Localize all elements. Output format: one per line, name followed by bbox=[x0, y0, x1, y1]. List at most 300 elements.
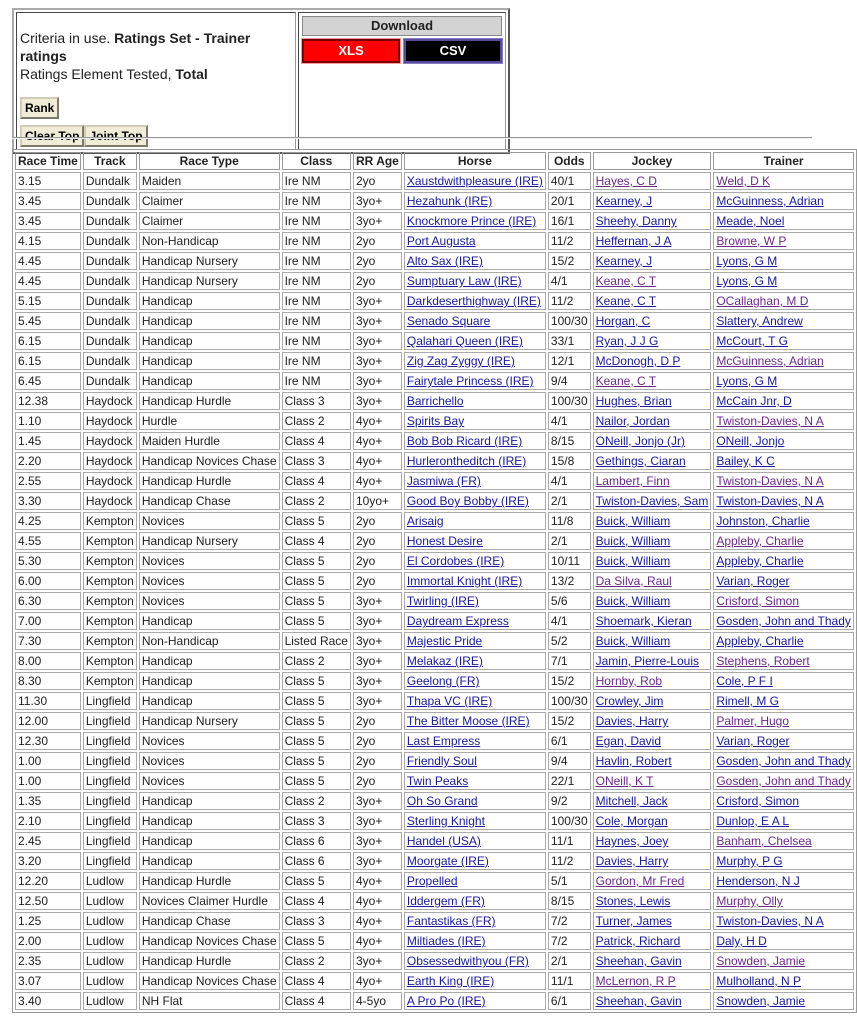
jockey-link[interactable]: Patrick, Richard bbox=[595, 934, 681, 948]
cell-race-type: Handicap Hurdle bbox=[139, 952, 280, 970]
trainer-link[interactable]: Palmer, Hugo bbox=[716, 714, 790, 728]
horse-link[interactable]: Xaustdwithpleasure (IRE) bbox=[406, 174, 543, 188]
cell-horse bbox=[404, 592, 546, 610]
joint-top-button[interactable]: Joint Top bbox=[84, 125, 147, 147]
cell-race-type: Non-Handicap bbox=[139, 232, 280, 250]
cell-class: Class 5 bbox=[282, 612, 351, 630]
cell-odds: 4/1 bbox=[548, 412, 591, 430]
cell-rr-age: 3yo+ bbox=[353, 352, 402, 370]
cell-horse bbox=[404, 192, 546, 210]
table-row bbox=[15, 692, 854, 710]
jockey-link[interactable]: Horgan, C bbox=[595, 314, 651, 328]
cell-track: Lingfield bbox=[83, 812, 137, 830]
trainer-link[interactable]: Lyons, G M bbox=[716, 374, 778, 388]
cell-horse bbox=[404, 832, 546, 850]
horse-link[interactable]: Friendly Soul bbox=[406, 754, 477, 768]
cell-jockey bbox=[593, 552, 712, 570]
horse-link[interactable]: Knockmore Prince (IRE) bbox=[406, 214, 537, 228]
cell-class: Ire NM bbox=[282, 172, 351, 190]
trainer-link[interactable]: Bailey, K C bbox=[716, 454, 775, 468]
trainer-link[interactable]: Twiston-Davies, N A bbox=[716, 494, 824, 508]
horse-link[interactable]: Miltiades (IRE) bbox=[406, 934, 486, 948]
cell-jockey bbox=[593, 752, 712, 770]
csv-download-button[interactable]: CSV bbox=[404, 39, 502, 63]
jockey-link[interactable]: Keane, C T bbox=[595, 374, 657, 388]
cell-trainer bbox=[713, 532, 854, 550]
cell-class: Class 5 bbox=[282, 732, 351, 750]
cell-jockey bbox=[593, 352, 712, 370]
cell-track: Ludlow bbox=[83, 872, 137, 890]
horse-link[interactable]: Twirling (IRE) bbox=[406, 594, 479, 608]
cell-trainer bbox=[713, 672, 854, 690]
cell-track: Kempton bbox=[83, 672, 137, 690]
table-row bbox=[15, 372, 854, 390]
horse-link[interactable]: Darkdeserthighway (IRE) bbox=[406, 294, 541, 308]
jockey-link[interactable]: Gordon, Mr Fred bbox=[595, 874, 685, 888]
column-header-race-type: Race Type bbox=[139, 152, 280, 170]
horse-link[interactable]: El Cordobes (IRE) bbox=[406, 554, 505, 568]
cell-track: Kempton bbox=[83, 632, 137, 650]
jockey-link[interactable]: Buick, William bbox=[595, 534, 671, 548]
cell-trainer bbox=[713, 272, 854, 290]
cell-race-time: 2.20 bbox=[15, 452, 81, 470]
cell-rr-age: 4yo+ bbox=[353, 412, 402, 430]
horse-link[interactable]: Sterling Knight bbox=[406, 814, 485, 828]
cell-track: Ludlow bbox=[83, 932, 137, 950]
cell-track: Dundalk bbox=[83, 212, 137, 230]
horse-link[interactable]: Hezahunk (IRE) bbox=[406, 194, 493, 208]
horse-link[interactable]: A Pro Po (IRE) bbox=[406, 994, 486, 1008]
table-row bbox=[15, 312, 854, 330]
horse-link[interactable]: Handel (USA) bbox=[406, 834, 481, 848]
cell-race-time: 3.30 bbox=[15, 492, 81, 510]
cell-track: Haydock bbox=[83, 472, 137, 490]
race-table bbox=[12, 149, 857, 1013]
horse-link[interactable]: Alto Sax (IRE) bbox=[406, 254, 483, 268]
horse-link[interactable]: Sumptuary Law (IRE) bbox=[406, 274, 522, 288]
cell-odds: 33/1 bbox=[548, 332, 591, 350]
cell-race-time: 6.45 bbox=[15, 372, 81, 390]
cell-trainer bbox=[713, 812, 854, 830]
cell-horse bbox=[404, 752, 546, 770]
horse-link[interactable]: Daydream Express bbox=[406, 614, 509, 628]
cell-odds: 15/8 bbox=[548, 452, 591, 470]
clear-top-button[interactable]: Clear Top bbox=[20, 125, 84, 147]
jockey-link[interactable]: ONeill, K T bbox=[595, 774, 654, 788]
cell-jockey bbox=[593, 652, 712, 670]
column-header-track: Track bbox=[83, 152, 137, 170]
cell-class: Ire NM bbox=[282, 292, 351, 310]
cell-rr-age: 3yo+ bbox=[353, 212, 402, 230]
xls-download-button[interactable]: XLS bbox=[302, 39, 400, 63]
trainer-link[interactable]: Weld, D K bbox=[716, 174, 771, 188]
cell-race-type: Handicap bbox=[139, 832, 280, 850]
cell-trainer bbox=[713, 952, 854, 970]
jockey-link[interactable]: Buick, William bbox=[595, 594, 671, 608]
cell-race-type: Handicap Nursery bbox=[139, 252, 280, 270]
cell-race-time: 12.20 bbox=[15, 872, 81, 890]
cell-rr-age: 2yo bbox=[353, 752, 402, 770]
cell-class: Class 5 bbox=[282, 712, 351, 730]
cell-track: Lingfield bbox=[83, 732, 137, 750]
horse-link[interactable]: Barrichello bbox=[406, 394, 464, 408]
cell-race-time: 4.15 bbox=[15, 232, 81, 250]
trainer-link[interactable]: McCourt, T G bbox=[716, 334, 788, 348]
cell-track: Dundalk bbox=[83, 192, 137, 210]
jockey-link[interactable]: Keane, C T bbox=[595, 274, 657, 288]
cell-track: Dundalk bbox=[83, 272, 137, 290]
cell-race-type: Hurdle bbox=[139, 412, 280, 430]
cell-race-time: 1.25 bbox=[15, 912, 81, 930]
trainer-link[interactable]: Gosden, John and Thady bbox=[716, 754, 851, 768]
jockey-link[interactable]: Heffernan, J A bbox=[595, 234, 672, 248]
cell-rr-age: 2yo bbox=[353, 732, 402, 750]
horse-link[interactable]: Bob Bob Ricard (IRE) bbox=[406, 434, 523, 448]
horse-link[interactable]: Propelled bbox=[406, 874, 458, 888]
jockey-link[interactable]: Havlin, Robert bbox=[595, 754, 672, 768]
column-header-race-time: Race Time bbox=[15, 152, 81, 170]
cell-track: Kempton bbox=[83, 552, 137, 570]
cell-class: Class 2 bbox=[282, 952, 351, 970]
trainer-link[interactable]: Daly, H D bbox=[716, 934, 767, 948]
trainer-link[interactable]: Crisford, Simon bbox=[716, 794, 800, 808]
cell-race-type: Maiden Hurdle bbox=[139, 432, 280, 450]
trainer-link[interactable]: Appleby, Charlie bbox=[716, 554, 804, 568]
horse-link[interactable]: Qalahari Queen (IRE) bbox=[406, 334, 523, 348]
horse-link[interactable]: Fantastikas (FR) bbox=[406, 914, 496, 928]
trainer-link[interactable]: Browne, W P bbox=[716, 234, 787, 248]
criteria-panel bbox=[12, 8, 510, 154]
cell-race-time: 1.45 bbox=[15, 432, 81, 450]
jockey-link[interactable]: Hughes, Brian bbox=[595, 394, 672, 408]
trainer-link[interactable]: McGuinness, Adrian bbox=[716, 354, 824, 368]
horse-link[interactable]: Thapa VC (IRE) bbox=[406, 694, 493, 708]
horse-link[interactable]: Obsessedwithyou (FR) bbox=[406, 954, 529, 968]
cell-jockey bbox=[593, 452, 712, 470]
jockey-link[interactable]: Davies, Harry bbox=[595, 854, 669, 868]
cell-horse bbox=[404, 912, 546, 930]
table-row bbox=[15, 752, 854, 770]
jockey-link[interactable]: Da Silva, Raul bbox=[595, 574, 672, 588]
cell-rr-age: 2yo bbox=[353, 232, 402, 250]
trainer-link[interactable]: Lyons, G M bbox=[716, 254, 778, 268]
cell-rr-age: 3yo+ bbox=[353, 312, 402, 330]
cell-race-type: Novices Claimer Hurdle bbox=[139, 892, 280, 910]
cell-rr-age: 3yo+ bbox=[353, 952, 402, 970]
cell-trainer bbox=[713, 692, 854, 710]
jockey-link[interactable]: Sheehy, Danny bbox=[595, 214, 677, 228]
trainer-link[interactable]: Twiston-Davies, N A bbox=[716, 414, 824, 428]
cell-jockey bbox=[593, 172, 712, 190]
cell-class: Class 5 bbox=[282, 672, 351, 690]
table-row bbox=[15, 892, 854, 910]
jockey-link[interactable]: Kearney, J bbox=[595, 194, 653, 208]
trainer-link[interactable]: Banham, Chelsea bbox=[716, 834, 812, 848]
horse-link[interactable]: Last Empress bbox=[406, 734, 481, 748]
table-row bbox=[15, 652, 854, 670]
horse-link[interactable]: Honest Desire bbox=[406, 534, 483, 548]
cell-odds: 15/2 bbox=[548, 712, 591, 730]
trainer-link[interactable]: ONeill, Jonjo bbox=[716, 434, 785, 448]
cell-jockey bbox=[593, 592, 712, 610]
cell-race-time: 4.55 bbox=[15, 532, 81, 550]
jockey-link[interactable]: Mitchell, Jack bbox=[595, 794, 668, 808]
cell-race-time: 3.20 bbox=[15, 852, 81, 870]
cell-class: Class 5 bbox=[282, 572, 351, 590]
horse-link[interactable]: Hurlerontheditch (IRE) bbox=[406, 454, 527, 468]
jockey-link[interactable]: Egan, David bbox=[595, 734, 661, 748]
cell-class: Class 4 bbox=[282, 432, 351, 450]
cell-class: Class 6 bbox=[282, 852, 351, 870]
table-row bbox=[15, 432, 854, 450]
jockey-link[interactable]: Stones, Lewis bbox=[595, 894, 671, 908]
cell-horse bbox=[404, 472, 546, 490]
jockey-link[interactable]: Cole, Morgan bbox=[595, 814, 668, 828]
download-title: Download bbox=[302, 16, 502, 36]
horse-link[interactable]: Jasmiwa (FR) bbox=[406, 474, 481, 488]
horse-link[interactable]: Majestic Pride bbox=[406, 634, 483, 648]
table-row bbox=[15, 232, 854, 250]
trainer-link[interactable]: Varian, Roger bbox=[716, 734, 790, 748]
jockey-link[interactable]: Keane, C T bbox=[595, 294, 657, 308]
cell-odds: 100/30 bbox=[548, 812, 591, 830]
cell-class: Class 5 bbox=[282, 772, 351, 790]
cell-class: Class 3 bbox=[282, 452, 351, 470]
jockey-link[interactable]: McLernon, R P bbox=[595, 974, 676, 988]
cell-horse bbox=[404, 712, 546, 730]
jockey-link[interactable]: ONeill, Jonjo (Jr) bbox=[595, 434, 685, 448]
trainer-link[interactable]: OCallaghan, M D bbox=[716, 294, 809, 308]
trainer-link[interactable]: McGuinness, Adrian bbox=[716, 194, 824, 208]
cell-track: Dundalk bbox=[83, 352, 137, 370]
cell-trainer bbox=[713, 752, 854, 770]
horse-link[interactable]: Earth King (IRE) bbox=[406, 974, 495, 988]
element-line bbox=[20, 65, 292, 83]
horse-link[interactable]: Fairytale Princess (IRE) bbox=[406, 374, 534, 388]
horse-link[interactable]: Moorgate (IRE) bbox=[406, 854, 489, 868]
jockey-link[interactable]: Kearney, J bbox=[595, 254, 653, 268]
cell-class: Class 4 bbox=[282, 532, 351, 550]
cell-odds: 11/2 bbox=[548, 292, 591, 310]
jockey-link[interactable]: Jamin, Pierre-Louis bbox=[595, 654, 699, 668]
cell-horse bbox=[404, 512, 546, 530]
jockey-link[interactable]: Davies, Harry bbox=[595, 714, 669, 728]
cell-rr-age: 4-5yo bbox=[353, 992, 402, 1010]
trainer-link[interactable]: Appleby, Charlie bbox=[716, 534, 804, 548]
cell-race-type: Novices bbox=[139, 512, 280, 530]
cell-rr-age: 3yo+ bbox=[353, 792, 402, 810]
cell-horse bbox=[404, 612, 546, 630]
trainer-link[interactable]: Johnston, Charlie bbox=[716, 514, 810, 528]
table-row bbox=[15, 172, 854, 190]
trainer-link[interactable]: Appleby, Charlie bbox=[716, 634, 804, 648]
jockey-link[interactable]: Sheehan, Gavin bbox=[595, 994, 682, 1008]
cell-rr-age: 3yo+ bbox=[353, 372, 402, 390]
cell-class: Class 3 bbox=[282, 912, 351, 930]
cell-trainer bbox=[713, 972, 854, 990]
cell-race-time: 5.45 bbox=[15, 312, 81, 330]
cell-horse bbox=[404, 652, 546, 670]
horse-link[interactable]: Iddergem (FR) bbox=[406, 894, 485, 908]
jockey-link[interactable]: Nailor, Jordan bbox=[595, 414, 670, 428]
cell-jockey bbox=[593, 232, 712, 250]
jockey-link[interactable]: Twiston-Davies, Sam bbox=[595, 494, 709, 508]
cell-odds: 13/2 bbox=[548, 572, 591, 590]
table-row bbox=[15, 812, 854, 830]
jockey-link[interactable]: Crowley, Jim bbox=[595, 694, 664, 708]
horse-link[interactable]: Geelong (FR) bbox=[406, 674, 480, 688]
jockey-link[interactable]: Shoemark, Kieran bbox=[595, 614, 692, 628]
trainer-link[interactable]: Snowden, Jamie bbox=[716, 994, 806, 1008]
jockey-link[interactable]: Haynes, Joey bbox=[595, 834, 669, 848]
cell-rr-age: 4yo+ bbox=[353, 932, 402, 950]
horse-link[interactable]: The Bitter Moose (IRE) bbox=[406, 714, 530, 728]
trainer-link[interactable]: Twiston-Davies, N A bbox=[716, 914, 824, 928]
cell-track: Ludlow bbox=[83, 972, 137, 990]
trainer-link[interactable]: Twiston-Davies, N A bbox=[716, 474, 824, 488]
jockey-link[interactable]: Ryan, J J G bbox=[595, 334, 659, 348]
cell-track: Dundalk bbox=[83, 232, 137, 250]
cell-horse bbox=[404, 952, 546, 970]
jockey-link[interactable]: Buick, William bbox=[595, 554, 671, 568]
cell-jockey bbox=[593, 472, 712, 490]
trainer-link[interactable]: Varian, Roger bbox=[716, 574, 790, 588]
cell-odds: 4/1 bbox=[548, 272, 591, 290]
cell-jockey bbox=[593, 292, 712, 310]
cell-class: Class 6 bbox=[282, 832, 351, 850]
trainer-link[interactable]: Murphy, Olly bbox=[716, 894, 783, 908]
table-row bbox=[15, 872, 854, 890]
horse-link[interactable]: Twin Peaks bbox=[406, 774, 469, 788]
cell-odds: 9/2 bbox=[548, 792, 591, 810]
table-row bbox=[15, 852, 854, 870]
cell-trainer bbox=[713, 232, 854, 250]
trainer-link[interactable]: Murphy, P G bbox=[716, 854, 783, 868]
table-row bbox=[15, 772, 854, 790]
horse-link[interactable]: Zig Zag Zyggy (IRE) bbox=[406, 354, 515, 368]
horse-link[interactable]: Senado Square bbox=[406, 314, 491, 328]
cell-trainer bbox=[713, 472, 854, 490]
table-row bbox=[15, 992, 854, 1010]
cell-race-time: 12.30 bbox=[15, 732, 81, 750]
horse-link[interactable]: Arisaig bbox=[406, 514, 444, 528]
cell-horse bbox=[404, 632, 546, 650]
horse-link[interactable]: Spirits Bay bbox=[406, 414, 465, 428]
horse-link[interactable]: Immortal Knight (IRE) bbox=[406, 574, 523, 588]
jockey-link[interactable]: Buick, William bbox=[595, 634, 671, 648]
ratings-set: Ratings Set - Trainer ratings bbox=[20, 30, 251, 64]
cell-race-time: 8.30 bbox=[15, 672, 81, 690]
cell-track: Haydock bbox=[83, 412, 137, 430]
horse-link[interactable]: Port Augusta bbox=[406, 234, 476, 248]
jockey-link[interactable]: Sheehan, Gavin bbox=[595, 954, 682, 968]
rank-button[interactable]: Rank bbox=[20, 97, 59, 119]
trainer-link[interactable]: Snowden, Jamie bbox=[716, 954, 806, 968]
jockey-link[interactable]: Hayes, C D bbox=[595, 174, 657, 188]
cell-race-time: 1.00 bbox=[15, 772, 81, 790]
horse-link[interactable]: Oh So Grand bbox=[406, 794, 478, 808]
jockey-link[interactable]: Lambert, Finn bbox=[595, 474, 670, 488]
cell-trainer bbox=[713, 572, 854, 590]
cell-race-type: Novices bbox=[139, 732, 280, 750]
cell-trainer bbox=[713, 512, 854, 530]
cell-race-time: 1.35 bbox=[15, 792, 81, 810]
trainer-link[interactable]: Crisford, Simon bbox=[716, 594, 800, 608]
cell-track: Dundalk bbox=[83, 252, 137, 270]
cell-class: Class 5 bbox=[282, 512, 351, 530]
cell-race-type: Handicap Novices Chase bbox=[139, 972, 280, 990]
jockey-link[interactable]: Turner, James bbox=[595, 914, 672, 928]
jockey-link[interactable]: Buick, William bbox=[595, 514, 671, 528]
cell-class: Class 2 bbox=[282, 652, 351, 670]
cell-horse bbox=[404, 492, 546, 510]
jockey-link[interactable]: Gethings, Ciaran bbox=[595, 454, 686, 468]
horse-link[interactable]: Good Boy Bobby (IRE) bbox=[406, 494, 529, 508]
cell-race-time: 1.10 bbox=[15, 412, 81, 430]
cell-race-type: Handicap bbox=[139, 352, 280, 370]
trainer-link[interactable]: Lyons, G M bbox=[716, 274, 778, 288]
trainer-link[interactable]: Dunlop, E A L bbox=[716, 814, 790, 828]
cell-rr-age: 2yo bbox=[353, 272, 402, 290]
cell-horse bbox=[404, 772, 546, 790]
cell-track: Dundalk bbox=[83, 292, 137, 310]
cell-jockey bbox=[593, 392, 712, 410]
cell-class: Listed Race bbox=[282, 632, 351, 650]
trainer-link[interactable]: Meade, Noel bbox=[716, 214, 785, 228]
cell-trainer bbox=[713, 212, 854, 230]
column-header-trainer: Trainer bbox=[713, 152, 854, 170]
cell-class: Ire NM bbox=[282, 252, 351, 270]
trainer-link[interactable]: Stephens, Robert bbox=[716, 654, 810, 668]
trainer-link[interactable]: Slattery, Andrew bbox=[716, 314, 803, 328]
cell-odds: 5/1 bbox=[548, 872, 591, 890]
cell-race-type: Handicap bbox=[139, 372, 280, 390]
jockey-link[interactable]: Hornby, Rob bbox=[595, 674, 663, 688]
cell-race-type: Handicap bbox=[139, 312, 280, 330]
horse-link[interactable]: Melakaz (IRE) bbox=[406, 654, 483, 668]
trainer-link[interactable]: Rimell, M G bbox=[716, 694, 779, 708]
cell-class: Class 5 bbox=[282, 552, 351, 570]
cell-odds: 7/2 bbox=[548, 932, 591, 950]
cell-race-time: 7.30 bbox=[15, 632, 81, 650]
cell-class: Class 4 bbox=[282, 892, 351, 910]
trainer-link[interactable]: Mulholland, N P bbox=[716, 974, 802, 988]
cell-race-time: 2.55 bbox=[15, 472, 81, 490]
trainer-link[interactable]: Gosden, John and Thady bbox=[716, 774, 851, 788]
cell-trainer bbox=[713, 352, 854, 370]
cell-rr-age: 3yo+ bbox=[353, 692, 402, 710]
trainer-link[interactable]: McCain Jnr, D bbox=[716, 394, 792, 408]
cell-track: Ludlow bbox=[83, 912, 137, 930]
cell-horse bbox=[404, 992, 546, 1010]
trainer-link[interactable]: Cole, P F I bbox=[716, 674, 773, 688]
cell-jockey bbox=[593, 372, 712, 390]
cell-track: Lingfield bbox=[83, 772, 137, 790]
cell-odds: 10/11 bbox=[548, 552, 591, 570]
cell-race-type: Handicap Nursery bbox=[139, 272, 280, 290]
cell-horse bbox=[404, 692, 546, 710]
trainer-link[interactable]: Henderson, N J bbox=[716, 874, 800, 888]
table-row bbox=[15, 612, 854, 630]
divider bbox=[12, 137, 812, 139]
cell-horse bbox=[404, 732, 546, 750]
cell-trainer bbox=[713, 612, 854, 630]
trainer-link[interactable]: Gosden, John and Thady bbox=[716, 614, 851, 628]
column-header-horse: Horse bbox=[404, 152, 546, 170]
table-row bbox=[15, 912, 854, 930]
jockey-link[interactable]: McDonogh, D P bbox=[595, 354, 681, 368]
table-row bbox=[15, 512, 854, 530]
